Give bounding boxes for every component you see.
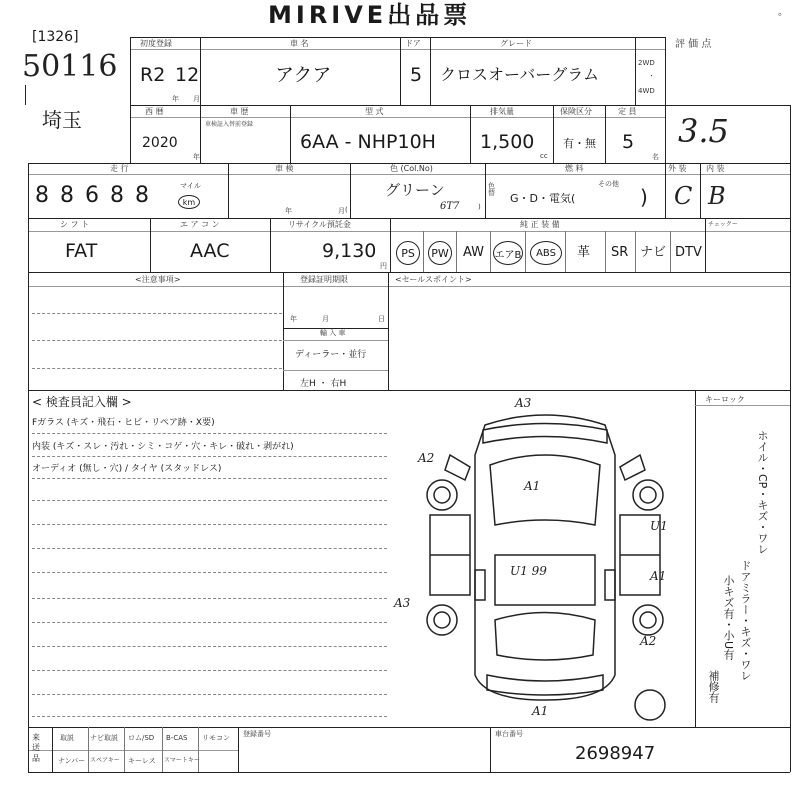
sales-point-label: <セールスポイント>	[395, 275, 472, 284]
frame-right	[790, 105, 791, 772]
western-year: 2020	[142, 135, 178, 151]
insp-month-unit: 月	[338, 207, 345, 215]
exterior-label: 外 装	[668, 164, 687, 173]
insp-date-label: 車 検	[275, 164, 294, 173]
car-name: アクア	[275, 64, 332, 86]
eq-sep-7	[635, 231, 636, 272]
insp-line-3	[32, 478, 387, 479]
model-code: 6AA - NHP10H	[300, 131, 436, 153]
year-unit-2: 年	[193, 153, 200, 161]
footer-smart-key: スマートキー	[164, 757, 200, 764]
frame-top	[130, 37, 665, 38]
interior-grade: B	[708, 182, 726, 210]
shift-label: シ フ ト	[60, 220, 90, 229]
insp-line-9	[32, 622, 387, 623]
chassis-number: 2698947	[575, 743, 656, 764]
mark-front-a3: A3	[515, 396, 532, 410]
row-1-bottom	[130, 105, 790, 106]
insp-line-2	[32, 456, 387, 457]
insp-line-10	[32, 646, 387, 647]
col-inspdate	[228, 163, 229, 218]
equip-leather: 革	[577, 245, 591, 260]
col-cat	[200, 105, 201, 163]
chassis-label: 車台番号	[495, 730, 523, 738]
insp-line-13	[32, 716, 387, 717]
fuel-close: )	[640, 185, 648, 209]
footer-mid	[28, 750, 238, 751]
western-year-label: 西 暦	[145, 107, 164, 116]
eq-sep-2	[456, 231, 457, 272]
legend-mirror: ドアミラー・キズ・ワレ	[739, 560, 752, 681]
note-line-1	[32, 313, 282, 314]
insp-line-8	[32, 598, 387, 599]
footer-remote: リモコン	[202, 734, 230, 742]
footer-manual: 取説	[60, 734, 74, 742]
insurance-label: 保険区分	[560, 107, 592, 116]
row-4-bottom	[28, 272, 790, 273]
insp-line-12	[32, 694, 387, 695]
shift-value: FAT	[65, 240, 98, 262]
people-unit: 名	[652, 153, 659, 161]
equip-pw-text: PW	[431, 246, 449, 260]
insp-line-5	[32, 524, 387, 525]
fuel-other: その他	[598, 180, 619, 188]
expiry-year-unit: 年	[290, 315, 297, 323]
keylock-line	[695, 405, 790, 406]
col-ext	[665, 163, 666, 218]
equip-sr: SR	[611, 245, 629, 260]
reg-month: 12	[175, 64, 200, 86]
footer-col-4	[198, 727, 199, 772]
eq-sep-6	[605, 231, 606, 272]
insp-line-4	[32, 500, 387, 501]
footer-top	[28, 727, 790, 728]
recycle-label: リサイクル預託金	[288, 220, 351, 229]
reg-number-label: 登録番号	[243, 730, 271, 738]
drive-2wd: 2WD	[638, 59, 655, 67]
footer-col-2	[124, 727, 125, 772]
recycle-value: 9,130	[322, 240, 377, 262]
equip-dtv: DTV	[675, 245, 702, 260]
col-type	[290, 105, 291, 163]
col-equip	[390, 218, 391, 272]
mileage-label: 走 行	[110, 164, 129, 173]
score-value: 3.5	[678, 112, 729, 150]
col-keylock	[695, 390, 696, 727]
insp-line-6	[32, 548, 387, 549]
equip-pw	[428, 241, 452, 265]
expiry-day-unit: 日	[378, 315, 385, 323]
eq-sep-8	[670, 231, 671, 272]
km-unit	[178, 195, 200, 209]
grade-name: クロスオーバーグラム	[440, 65, 600, 84]
legend-wheel: ホイル・CP・キズ・ワレ	[756, 430, 769, 555]
notes-label: <注意事項>	[135, 275, 181, 284]
equip-airbag-text: エアB	[494, 249, 522, 261]
grade-label: グレード	[500, 39, 532, 48]
equip-abs	[530, 241, 562, 265]
eq-sep-1	[423, 231, 424, 272]
lot-divider	[25, 85, 26, 105]
exterior-grade: C	[674, 182, 693, 210]
footer-rom: ロム/SD	[128, 734, 155, 742]
era-year: R2	[140, 64, 166, 86]
col-doors	[400, 37, 401, 105]
mark-door-u1: U1	[650, 519, 668, 533]
frame-left	[28, 163, 29, 772]
aircon-value: AAC	[190, 240, 230, 262]
notes-bottom	[28, 390, 790, 391]
equip-airbag	[493, 241, 523, 265]
col-fuel	[485, 163, 486, 218]
equip-aw: AW	[463, 245, 485, 260]
color-value: グリーン	[385, 181, 445, 199]
ownership: 有・無	[563, 137, 596, 150]
row-4-label-line	[28, 231, 790, 232]
import-label: 輸 入 車	[320, 329, 346, 337]
footer-side-label: 来送品	[32, 733, 40, 763]
door-count: 5	[410, 64, 423, 86]
mark-roof-u1: U1 99	[510, 564, 547, 578]
equip-ps	[396, 241, 420, 265]
footer-keyless: キーレス	[128, 757, 156, 765]
col-regexp-l	[283, 272, 284, 390]
drive-4wd: 4WD	[638, 87, 655, 95]
month-unit: 月	[193, 95, 200, 103]
keylock-label: キーロック	[705, 395, 745, 404]
corner-mark: 。	[778, 7, 788, 18]
mark-mirror-a2: A2	[418, 451, 435, 465]
insp-year-unit: 年	[285, 207, 292, 215]
import-line	[283, 340, 388, 341]
mark-side-a1: A1	[650, 569, 667, 583]
year-unit: 年	[172, 95, 179, 103]
mileage-value: 8 8 6 8 8	[35, 183, 151, 208]
col-check	[705, 218, 706, 272]
col-cap	[605, 105, 606, 163]
note-line-2	[32, 340, 282, 341]
footer-col-1	[88, 727, 89, 772]
equip-ps-text: PS	[401, 246, 415, 260]
cert-sub-label: 車検証入替前登録	[205, 121, 254, 128]
checkout-label: チェックー	[708, 221, 738, 228]
footer-navi-manual: ナビ取説	[90, 734, 118, 742]
footer-bcas: B-CAS	[166, 734, 188, 742]
insp-line-7	[32, 572, 387, 573]
car-diagram	[395, 395, 695, 725]
inspector-label: < 検査員記入欄 >	[32, 395, 132, 409]
col-int	[700, 163, 701, 218]
footer-col-0	[52, 727, 53, 772]
inspector-line-3: オーディオ (無し・穴) / タイヤ (スタッドレス)	[32, 464, 222, 474]
color-paren: )	[478, 203, 481, 211]
mark-rear-a1: A1	[532, 704, 549, 718]
type-label: 型 式	[365, 107, 384, 116]
code-label: [1326]	[32, 29, 79, 45]
eq-sep-4	[525, 231, 526, 272]
doors-label: ドア	[405, 39, 421, 48]
drive-dot: ・	[648, 72, 655, 80]
fuel-value: G・D・電気(	[510, 192, 576, 205]
cc-unit: cc	[540, 152, 548, 160]
reg-expiry-label: 登録証明期限	[300, 275, 348, 284]
color-label: 色 (Col.No)	[390, 164, 433, 173]
model-label: 車 名	[290, 39, 309, 48]
col-grade	[430, 37, 431, 105]
col-recycle	[270, 218, 271, 272]
score-label: 評 価 点	[675, 39, 712, 50]
km-text: km	[182, 197, 196, 207]
inspector-line-2: 内装 (キズ・スレ・汚れ・シミ・コゲ・穴・キレ・破れ・剥がれ)	[32, 442, 294, 452]
eq-sep-3	[490, 231, 491, 272]
col-regexp-r	[388, 272, 389, 390]
footer-col-5	[238, 727, 239, 772]
insp-line-1	[32, 433, 387, 434]
row-3-bottom	[28, 218, 790, 219]
dealer-line	[283, 370, 388, 371]
sheet-title: MIRIVE出品票	[268, 1, 472, 29]
col-disp	[470, 105, 471, 163]
footer-spare-key: スペアキー	[90, 757, 120, 764]
equip-abs-text: ABS	[536, 247, 556, 259]
col-model	[200, 37, 201, 105]
footer-col-6	[490, 727, 491, 772]
insp-line-11	[32, 670, 387, 671]
mile-label: マイル	[180, 182, 201, 190]
capacity-value: 5	[622, 131, 635, 153]
frame-left-top	[130, 37, 131, 163]
displacement-label: 排気量	[490, 107, 514, 116]
dealer-options: ディーラー・並行	[295, 350, 367, 360]
footer-plate: ナンバー	[58, 757, 86, 765]
color-sub: 色替	[488, 182, 495, 197]
lot-number: 50116	[22, 49, 118, 84]
footer-col-3	[162, 727, 163, 772]
displacement-value: 1,500	[480, 131, 535, 153]
row-1-top-line	[130, 49, 665, 50]
mark-left-a3: A3	[394, 596, 411, 610]
interior-label: 内 装	[706, 164, 725, 173]
footer-bottom	[28, 772, 790, 773]
yen-unit: 円	[380, 262, 387, 270]
mark-hood-a1: A1	[524, 479, 541, 493]
row-3-label-line	[28, 174, 790, 175]
color-number: 6T7	[440, 201, 460, 212]
expiry-month-unit: 月	[322, 315, 329, 323]
score-left	[665, 37, 666, 163]
col-aircon	[150, 218, 151, 272]
category-label: 車 歴	[230, 107, 249, 116]
region-name: 埼玉	[42, 108, 82, 132]
note-line-3	[32, 368, 282, 369]
col-drive	[635, 37, 636, 105]
capacity-label: 定 員	[618, 107, 637, 116]
legend-small: 小キズ有・小U有	[722, 575, 735, 661]
row-5-label-line	[28, 286, 790, 287]
first-reg-label: 初度登録	[140, 39, 172, 48]
eq-sep-5	[565, 231, 566, 272]
col-color	[350, 163, 351, 218]
row-2-label-line	[130, 117, 665, 118]
aircon-label: エ ア コ ン	[180, 220, 220, 229]
inspector-line-1: Fガラス (キズ・飛石・ヒビ・リペア跡・X要)	[32, 418, 215, 428]
equipment-label: 純 正 装 備	[520, 220, 560, 229]
legend-repair: 補修有	[707, 670, 720, 703]
mark-wheel-a2: A2	[640, 634, 657, 648]
insp-paren: (	[345, 206, 348, 214]
col-insur	[553, 105, 554, 163]
equip-navi: ナビ	[640, 245, 667, 260]
fuel-label: 燃 料	[565, 164, 584, 173]
handle-options: 左H ・ 右H	[300, 379, 347, 389]
